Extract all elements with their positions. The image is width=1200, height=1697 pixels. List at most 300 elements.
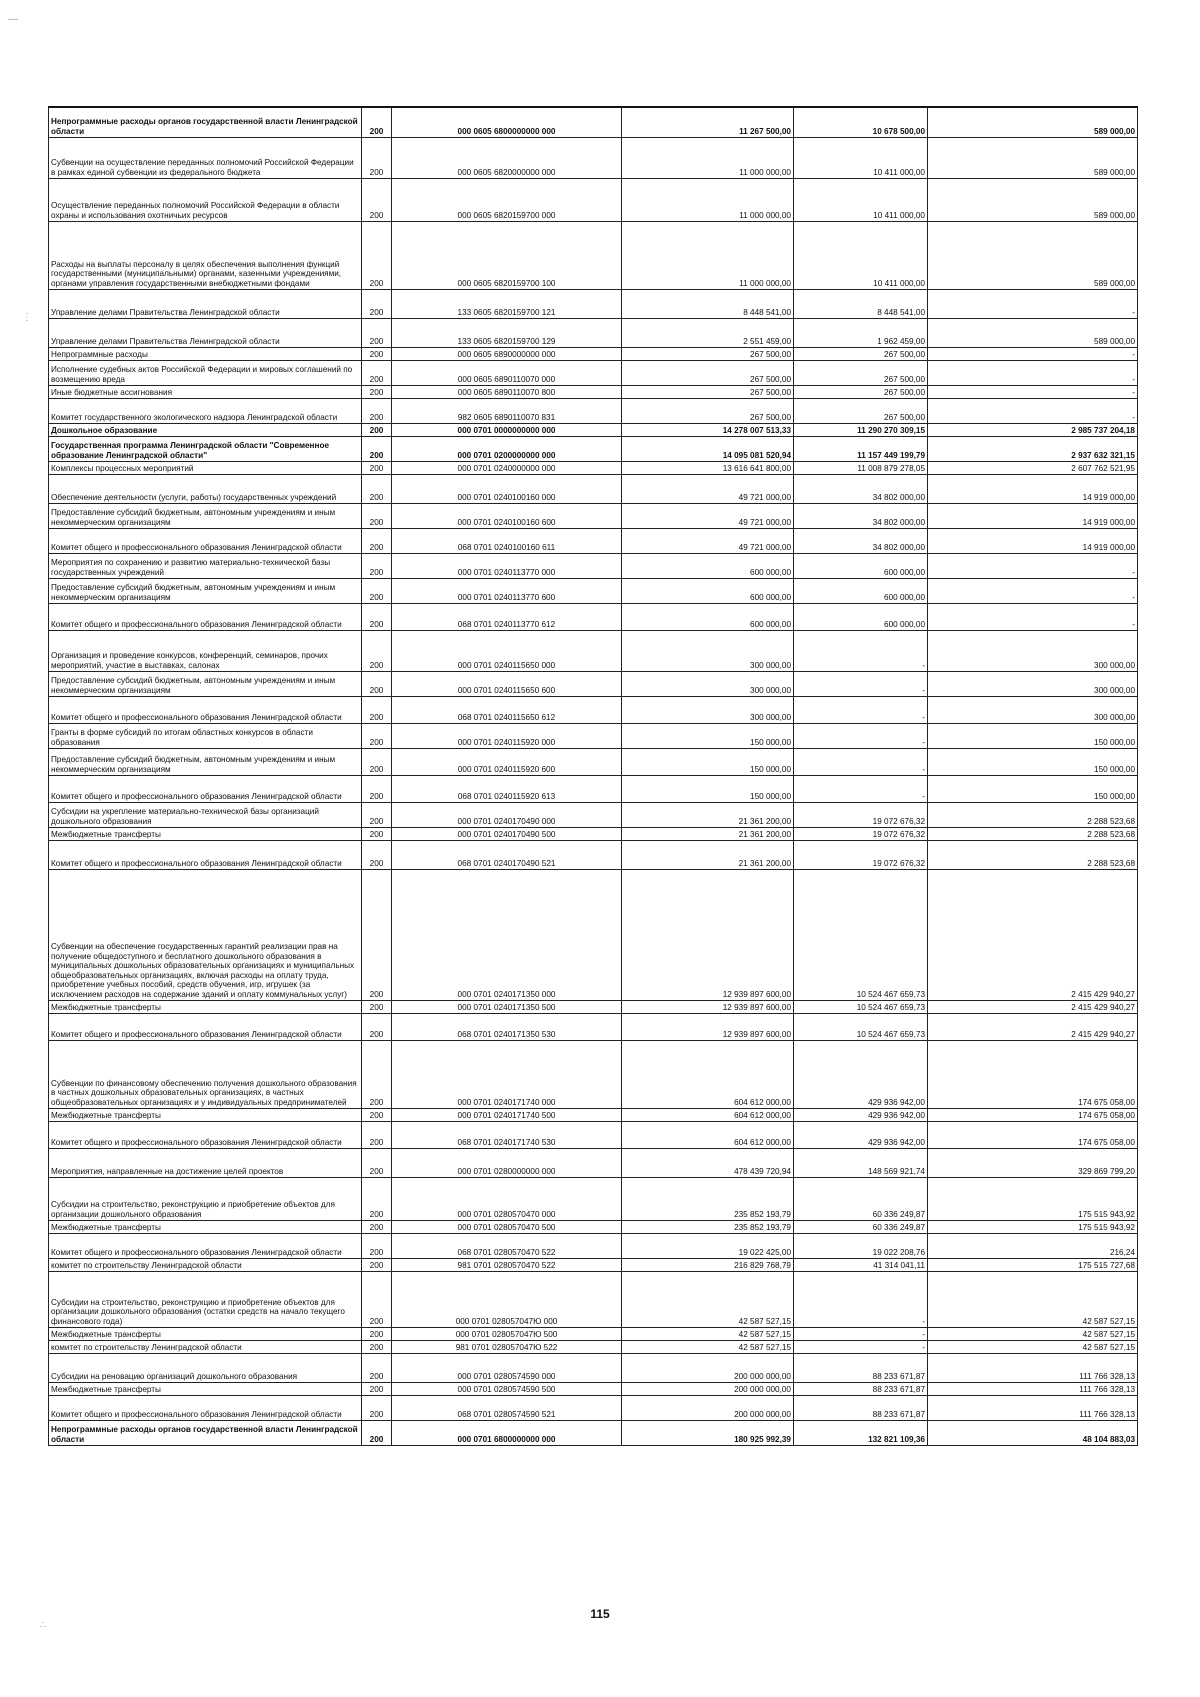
row-name: Исполнение судебных актов Российской Федерации и мировых соглашений по возмещению вреда xyxy=(49,360,362,385)
row-remaining: 111 766 328,13 xyxy=(928,1395,1138,1420)
row-approved: 12 939 897 600,00 xyxy=(622,869,794,1000)
row-approved: 42 587 527,15 xyxy=(622,1327,794,1340)
row-name: Управление делами Правительства Ленинградской области xyxy=(49,318,362,347)
row-approved: 150 000,00 xyxy=(622,723,794,748)
row-name: Государственная программа Ленинградской области "Современное образование Ленинградской области" xyxy=(49,436,362,461)
row-approved: 216 829 768,79 xyxy=(622,1258,794,1271)
row-classifier: 068 0701 0240115920 613 xyxy=(392,775,622,802)
row-approved: 300 000,00 xyxy=(622,696,794,723)
row-remaining: - xyxy=(928,347,1138,360)
row-approved: 300 000,00 xyxy=(622,630,794,671)
row-code: 200 xyxy=(362,827,392,840)
row-remaining: 175 515 727,68 xyxy=(928,1258,1138,1271)
row-name: комитет по строительству Ленинградской области xyxy=(49,1340,362,1353)
row-code: 200 xyxy=(362,1177,392,1220)
row-executed: 10 524 467 659,73 xyxy=(794,1013,928,1040)
row-executed: - xyxy=(794,671,928,696)
row-approved: 21 361 200,00 xyxy=(622,827,794,840)
row-remaining: 150 000,00 xyxy=(928,775,1138,802)
row-approved: 150 000,00 xyxy=(622,748,794,775)
row-name: Комитет общего и профессионального образования Ленинградской области xyxy=(49,1121,362,1148)
table-row xyxy=(49,137,1138,178)
table-row xyxy=(49,1420,1138,1445)
table-row xyxy=(49,1220,1138,1233)
table-row xyxy=(49,107,1138,137)
row-approved: 12 939 897 600,00 xyxy=(622,1013,794,1040)
row-remaining: - xyxy=(928,289,1138,318)
row-classifier: 000 0605 6890110070 800 xyxy=(392,385,622,398)
row-code: 200 xyxy=(362,423,392,436)
row-code: 200 xyxy=(362,1220,392,1233)
row-approved: 14 278 007 513,33 xyxy=(622,423,794,436)
row-name: Комитет государственного экологического надзора Ленинградской области xyxy=(49,398,362,423)
row-code: 200 xyxy=(362,1327,392,1340)
row-executed: 10 524 467 659,73 xyxy=(794,869,928,1000)
row-approved: 300 000,00 xyxy=(622,671,794,696)
row-code: 200 xyxy=(362,221,392,289)
table-row xyxy=(49,1258,1138,1271)
row-approved: 267 500,00 xyxy=(622,385,794,398)
row-classifier: 000 0701 0240000000 000 xyxy=(392,461,622,474)
row-code: 200 xyxy=(362,528,392,553)
row-approved: 49 721 000,00 xyxy=(622,503,794,528)
row-remaining: 174 675 058,00 xyxy=(928,1121,1138,1148)
table-row xyxy=(49,869,1138,1000)
table-row xyxy=(49,553,1138,578)
row-executed: - xyxy=(794,1327,928,1340)
row-approved: 2 551 459,00 xyxy=(622,318,794,347)
row-approved: 267 500,00 xyxy=(622,360,794,385)
row-remaining: 216,24 xyxy=(928,1233,1138,1258)
row-name: Непрограммные расходы xyxy=(49,347,362,360)
row-code: 200 xyxy=(362,1271,392,1327)
row-approved: 478 439 720,94 xyxy=(622,1148,794,1177)
row-approved: 150 000,00 xyxy=(622,775,794,802)
row-name: Предоставление субсидий бюджетным, автономным учреждениям и иным некоммерческим организациям xyxy=(49,748,362,775)
row-executed: 148 569 921,74 xyxy=(794,1148,928,1177)
row-remaining: 589 000,00 xyxy=(928,107,1138,137)
row-remaining: - xyxy=(928,360,1138,385)
row-classifier: 000 0701 0240115650 000 xyxy=(392,630,622,671)
row-classifier: 000 0701 0280000000 000 xyxy=(392,1148,622,1177)
row-remaining: 42 587 527,15 xyxy=(928,1327,1138,1340)
row-classifier: 000 0701 0240171350 500 xyxy=(392,1000,622,1013)
row-classifier: 068 0701 0240100160 611 xyxy=(392,528,622,553)
table-row xyxy=(49,436,1138,461)
row-approved: 200 000 000,00 xyxy=(622,1382,794,1395)
table-row xyxy=(49,318,1138,347)
table-row xyxy=(49,178,1138,221)
table-row xyxy=(49,385,1138,398)
row-name: Комитет общего и профессионального образования Ленинградской области xyxy=(49,775,362,802)
row-name: Комитет общего и профессионального образования Ленинградской области xyxy=(49,1395,362,1420)
row-remaining: 174 675 058,00 xyxy=(928,1108,1138,1121)
table-row xyxy=(49,528,1138,553)
row-approved: 600 000,00 xyxy=(622,603,794,630)
row-name: Субсидии на строительство, реконструкцию и приобретение объектов для организации дошкольного образования (остатки средств на начало текущего финансового года) xyxy=(49,1271,362,1327)
row-executed: 600 000,00 xyxy=(794,553,928,578)
table-row xyxy=(49,423,1138,436)
row-name: Непрограммные расходы органов государственной власти Ленинградской области xyxy=(49,107,362,137)
row-executed: 10 411 000,00 xyxy=(794,221,928,289)
row-remaining: - xyxy=(928,553,1138,578)
row-executed: 10 678 500,00 xyxy=(794,107,928,137)
row-classifier: 000 0701 0240113770 000 xyxy=(392,553,622,578)
row-name: Предоставление субсидий бюджетным, автономным учреждениям и иным некоммерческим организациям xyxy=(49,503,362,528)
row-executed: 1 962 459,00 xyxy=(794,318,928,347)
row-approved: 19 022 425,00 xyxy=(622,1233,794,1258)
row-approved: 11 000 000,00 xyxy=(622,221,794,289)
row-executed: 34 802 000,00 xyxy=(794,503,928,528)
row-executed: 60 336 249,87 xyxy=(794,1220,928,1233)
row-name: Межбюджетные трансферты xyxy=(49,1108,362,1121)
row-classifier: 068 0701 0280574590 521 xyxy=(392,1395,622,1420)
row-classifier: 068 0701 0240171350 530 xyxy=(392,1013,622,1040)
row-remaining: 2 607 762 521,95 xyxy=(928,461,1138,474)
table-row xyxy=(49,1340,1138,1353)
row-code: 200 xyxy=(362,474,392,503)
row-code: 200 xyxy=(362,1340,392,1353)
row-executed: 132 821 109,36 xyxy=(794,1420,928,1445)
table-row xyxy=(49,461,1138,474)
row-classifier: 000 0701 0240170490 000 xyxy=(392,802,622,827)
row-approved: 49 721 000,00 xyxy=(622,528,794,553)
row-executed: - xyxy=(794,630,928,671)
row-approved: 200 000 000,00 xyxy=(622,1395,794,1420)
row-remaining: 150 000,00 xyxy=(928,723,1138,748)
row-code: 200 xyxy=(362,398,392,423)
row-classifier: 000 0701 0240100160 600 xyxy=(392,503,622,528)
row-remaining: 48 104 883,03 xyxy=(928,1420,1138,1445)
row-classifier: 000 0701 0240170490 500 xyxy=(392,827,622,840)
row-name: Непрограммные расходы органов государственной власти Ленинградской области xyxy=(49,1420,362,1445)
row-approved: 11 000 000,00 xyxy=(622,137,794,178)
row-remaining: 42 587 527,15 xyxy=(928,1340,1138,1353)
row-classifier: 000 0701 028057047Ю 000 xyxy=(392,1271,622,1327)
row-approved: 12 939 897 600,00 xyxy=(622,1000,794,1013)
row-executed: 60 336 249,87 xyxy=(794,1177,928,1220)
row-code: 200 xyxy=(362,503,392,528)
row-executed: 19 072 676,32 xyxy=(794,827,928,840)
row-remaining: 14 919 000,00 xyxy=(928,528,1138,553)
row-remaining: 2 415 429 940,27 xyxy=(928,1013,1138,1040)
row-code: 200 xyxy=(362,578,392,603)
row-approved: 235 852 193,79 xyxy=(622,1177,794,1220)
row-code: 200 xyxy=(362,178,392,221)
row-classifier: 981 0701 028057047Ю 522 xyxy=(392,1340,622,1353)
row-name: Дошкольное образование xyxy=(49,423,362,436)
row-name: Мероприятия, направленные на достижение целей проектов xyxy=(49,1148,362,1177)
row-classifier: 000 0701 0240115920 600 xyxy=(392,748,622,775)
row-executed: 8 448 541,00 xyxy=(794,289,928,318)
row-name: Межбюджетные трансферты xyxy=(49,1220,362,1233)
table-row xyxy=(49,671,1138,696)
scan-mark: ⋮ xyxy=(22,312,32,323)
row-executed: 267 500,00 xyxy=(794,347,928,360)
row-code: 200 xyxy=(362,603,392,630)
row-name: Межбюджетные трансферты xyxy=(49,1382,362,1395)
row-classifier: 133 0605 6820159700 129 xyxy=(392,318,622,347)
row-approved: 42 587 527,15 xyxy=(622,1340,794,1353)
row-executed: 10 411 000,00 xyxy=(794,178,928,221)
row-name: Организация и проведение конкурсов, конференций, семинаров, прочих мероприятий, участие в выставках, салонах xyxy=(49,630,362,671)
row-remaining: 589 000,00 xyxy=(928,137,1138,178)
row-name: Предоставление субсидий бюджетным, автономным учреждениям и иным некоммерческим организациям xyxy=(49,578,362,603)
row-code: 200 xyxy=(362,385,392,398)
budget-table-body xyxy=(49,107,1138,1445)
row-name: Управление делами Правительства Ленинградской области xyxy=(49,289,362,318)
row-classifier: 133 0605 6820159700 121 xyxy=(392,289,622,318)
table-row xyxy=(49,1121,1138,1148)
row-executed: 34 802 000,00 xyxy=(794,474,928,503)
row-name: Иные бюджетные ассигнования xyxy=(49,385,362,398)
row-approved: 600 000,00 xyxy=(622,553,794,578)
row-code: 200 xyxy=(362,630,392,671)
row-classifier: 068 0701 0240170490 521 xyxy=(392,840,622,869)
table-row xyxy=(49,398,1138,423)
table-row xyxy=(49,1271,1138,1327)
row-executed: 429 936 942,00 xyxy=(794,1108,928,1121)
row-name: Комитет общего и профессионального образования Ленинградской области xyxy=(49,840,362,869)
row-name: Комплексы процессных мероприятий xyxy=(49,461,362,474)
row-executed: 10 411 000,00 xyxy=(794,137,928,178)
row-remaining: 2 288 523,68 xyxy=(928,802,1138,827)
row-code: 200 xyxy=(362,1121,392,1148)
row-executed: 429 936 942,00 xyxy=(794,1121,928,1148)
row-approved: 21 361 200,00 xyxy=(622,840,794,869)
row-code: 200 xyxy=(362,1353,392,1382)
row-code: 200 xyxy=(362,360,392,385)
row-classifier: 000 0605 6890000000 000 xyxy=(392,347,622,360)
row-code: 200 xyxy=(362,1258,392,1271)
row-approved: 235 852 193,79 xyxy=(622,1220,794,1233)
row-remaining: 14 919 000,00 xyxy=(928,474,1138,503)
row-code: 200 xyxy=(362,107,392,137)
row-executed: 88 233 671,87 xyxy=(794,1382,928,1395)
row-code: 200 xyxy=(362,289,392,318)
row-executed: 267 500,00 xyxy=(794,360,928,385)
row-remaining: 300 000,00 xyxy=(928,671,1138,696)
row-remaining: 175 515 943,92 xyxy=(928,1177,1138,1220)
table-row xyxy=(49,630,1138,671)
page-number: 115 xyxy=(590,1607,610,1621)
row-name: Мероприятия по сохранению и развитию материально-технической базы государственных учреждений xyxy=(49,553,362,578)
row-executed: 11 157 449 199,79 xyxy=(794,436,928,461)
table-row xyxy=(49,603,1138,630)
table-row xyxy=(49,1040,1138,1108)
row-classifier: 000 0701 0240113770 600 xyxy=(392,578,622,603)
row-code: 200 xyxy=(362,723,392,748)
row-code: 200 xyxy=(362,436,392,461)
row-executed: 19 072 676,32 xyxy=(794,802,928,827)
row-executed: 11 290 270 309,15 xyxy=(794,423,928,436)
row-code: 200 xyxy=(362,802,392,827)
row-code: 200 xyxy=(362,869,392,1000)
table-row xyxy=(49,1353,1138,1382)
row-approved: 42 587 527,15 xyxy=(622,1271,794,1327)
row-executed: 34 802 000,00 xyxy=(794,528,928,553)
row-approved: 600 000,00 xyxy=(622,578,794,603)
row-classifier: 000 0701 6800000000 000 xyxy=(392,1420,622,1445)
row-remaining: - xyxy=(928,398,1138,423)
row-classifier: 068 0701 0280570470 522 xyxy=(392,1233,622,1258)
row-remaining: 175 515 943,92 xyxy=(928,1220,1138,1233)
row-code: 200 xyxy=(362,1148,392,1177)
row-classifier: 000 0701 0240115650 600 xyxy=(392,671,622,696)
table-row xyxy=(49,840,1138,869)
row-classifier: 000 0605 6800000000 000 xyxy=(392,107,622,137)
row-remaining: 111 766 328,13 xyxy=(928,1382,1138,1395)
table-row xyxy=(49,1000,1138,1013)
row-name: Комитет общего и профессионального образования Ленинградской области xyxy=(49,1233,362,1258)
row-code: 200 xyxy=(362,671,392,696)
row-code: 200 xyxy=(362,1382,392,1395)
scan-mark: ∴ xyxy=(40,1620,47,1631)
row-classifier: 068 0701 0240113770 612 xyxy=(392,603,622,630)
table-row xyxy=(49,221,1138,289)
table-row xyxy=(49,360,1138,385)
table-row xyxy=(49,1013,1138,1040)
row-remaining: 14 919 000,00 xyxy=(928,503,1138,528)
row-code: 200 xyxy=(362,137,392,178)
row-executed: 19 022 208,76 xyxy=(794,1233,928,1258)
row-code: 200 xyxy=(362,1233,392,1258)
table-row xyxy=(49,775,1138,802)
row-classifier: 000 0701 0280570470 000 xyxy=(392,1177,622,1220)
row-remaining: 2 985 737 204,18 xyxy=(928,423,1138,436)
row-approved: 11 000 000,00 xyxy=(622,178,794,221)
row-executed: 88 233 671,87 xyxy=(794,1395,928,1420)
row-classifier: 981 0701 0280570470 522 xyxy=(392,1258,622,1271)
row-name: Комитет общего и профессионального образования Ленинградской области xyxy=(49,696,362,723)
table-row xyxy=(49,1327,1138,1340)
row-approved: 11 267 500,00 xyxy=(622,107,794,137)
row-executed: 600 000,00 xyxy=(794,603,928,630)
row-approved: 14 095 081 520,94 xyxy=(622,436,794,461)
row-name: комитет по строительству Ленинградской области xyxy=(49,1258,362,1271)
row-code: 200 xyxy=(362,1000,392,1013)
scan-mark: — xyxy=(8,14,18,25)
row-name: Обеспечение деятельности (услуги, работы) государственных учреждений xyxy=(49,474,362,503)
table-row xyxy=(49,474,1138,503)
row-executed: - xyxy=(794,1340,928,1353)
row-executed: 19 072 676,32 xyxy=(794,840,928,869)
row-remaining: 589 000,00 xyxy=(928,318,1138,347)
row-remaining: 2 415 429 940,27 xyxy=(928,1000,1138,1013)
row-name: Межбюджетные трансферты xyxy=(49,827,362,840)
row-classifier: 000 0701 028057047Ю 500 xyxy=(392,1327,622,1340)
row-approved: 267 500,00 xyxy=(622,347,794,360)
row-executed: 267 500,00 xyxy=(794,385,928,398)
row-name: Комитет общего и профессионального образования Ленинградской области xyxy=(49,1013,362,1040)
row-classifier: 000 0605 6820159700 100 xyxy=(392,221,622,289)
row-name: Субсидии на строительство, реконструкцию и приобретение объектов для организации дошкольного образования xyxy=(49,1177,362,1220)
row-classifier: 000 0701 0240115920 000 xyxy=(392,723,622,748)
row-code: 200 xyxy=(362,318,392,347)
row-executed: 429 936 942,00 xyxy=(794,1040,928,1108)
row-approved: 604 612 000,00 xyxy=(622,1108,794,1121)
row-name: Предоставление субсидий бюджетным, автономным учреждениям и иным некоммерческим организациям xyxy=(49,671,362,696)
row-remaining: 42 587 527,15 xyxy=(928,1271,1138,1327)
row-executed: 267 500,00 xyxy=(794,398,928,423)
row-classifier: 068 0701 0240115650 612 xyxy=(392,696,622,723)
row-remaining: - xyxy=(928,578,1138,603)
table-row xyxy=(49,1108,1138,1121)
row-executed: - xyxy=(794,696,928,723)
table-row xyxy=(49,1233,1138,1258)
table-row xyxy=(49,1148,1138,1177)
row-classifier: 000 0701 0240171350 000 xyxy=(392,869,622,1000)
row-code: 200 xyxy=(362,775,392,802)
row-classifier: 000 0701 0240171740 500 xyxy=(392,1108,622,1121)
row-approved: 200 000 000,00 xyxy=(622,1353,794,1382)
row-approved: 604 612 000,00 xyxy=(622,1121,794,1148)
row-remaining: 2 288 523,68 xyxy=(928,840,1138,869)
row-remaining: 174 675 058,00 xyxy=(928,1040,1138,1108)
row-code: 200 xyxy=(362,347,392,360)
table-row xyxy=(49,503,1138,528)
row-code: 200 xyxy=(362,461,392,474)
row-executed: 10 524 467 659,73 xyxy=(794,1000,928,1013)
row-remaining: 589 000,00 xyxy=(928,178,1138,221)
row-approved: 13 616 641 800,00 xyxy=(622,461,794,474)
row-executed: - xyxy=(794,748,928,775)
row-remaining: 589 000,00 xyxy=(928,221,1138,289)
table-row xyxy=(49,347,1138,360)
row-approved: 49 721 000,00 xyxy=(622,474,794,503)
row-name: Гранты в форме субсидий по итогам областных конкурсов в области образования xyxy=(49,723,362,748)
table-row xyxy=(49,1395,1138,1420)
table-row xyxy=(49,289,1138,318)
row-name: Субсидии на реновацию организаций дошкольного образования xyxy=(49,1353,362,1382)
row-code: 200 xyxy=(362,1108,392,1121)
row-remaining: 2 288 523,68 xyxy=(928,827,1138,840)
table-row xyxy=(49,748,1138,775)
table-row xyxy=(49,578,1138,603)
row-classifier: 000 0701 0240100160 000 xyxy=(392,474,622,503)
row-classifier: 000 0701 0280574590 000 xyxy=(392,1353,622,1382)
table-row xyxy=(49,696,1138,723)
row-name: Субвенции по финансовому обеспечению получения дошкольного образования в частных дошкольных образовательных организациях, в частных общеобразовательных организациях и у индивидуальных предпринимателей xyxy=(49,1040,362,1108)
row-approved: 8 448 541,00 xyxy=(622,289,794,318)
row-classifier: 068 0701 0240171740 530 xyxy=(392,1121,622,1148)
row-name: Межбюджетные трансферты xyxy=(49,1327,362,1340)
row-name: Комитет общего и профессионального образования Ленинградской области xyxy=(49,603,362,630)
row-name: Осуществление переданных полномочий Российской Федерации в области охраны и использования охотничьих ресурсов xyxy=(49,178,362,221)
row-name: Комитет общего и профессионального образования Ленинградской области xyxy=(49,528,362,553)
row-remaining: 300 000,00 xyxy=(928,630,1138,671)
row-classifier: 000 0701 0280574590 500 xyxy=(392,1382,622,1395)
row-code: 200 xyxy=(362,696,392,723)
table-row xyxy=(49,827,1138,840)
row-code: 200 xyxy=(362,553,392,578)
row-approved: 180 925 992,39 xyxy=(622,1420,794,1445)
row-classifier: 000 0605 6820000000 000 xyxy=(392,137,622,178)
row-name: Расходы на выплаты персоналу в целях обеспечения выполнения функций государственными (муниципальными) органами, казенными учреждениями, органами управления государственными внебюджетными фондами xyxy=(49,221,362,289)
row-approved: 21 361 200,00 xyxy=(622,802,794,827)
row-name: Субвенции на обеспечение государственных гарантий реализации прав на получение общедоступного и бесплатного дошкольного образования в муниципальных дошкольных образовательных организациях и муниципальных общеобразовательных организациях, включая расходы на оплату труда, приобретение учебных пособий, средств обучения, игр, игрушек (за исключением расходов на содержание зданий и оплату коммунальных услуг) xyxy=(49,869,362,1000)
budget-table xyxy=(48,106,1138,1446)
table-row xyxy=(49,1382,1138,1395)
row-remaining: 329 869 799,20 xyxy=(928,1148,1138,1177)
row-name: Субвенции на осуществление переданных полномочий Российской Федерации в рамках единой субвенции из федерального бюджета xyxy=(49,137,362,178)
row-remaining: 2 937 632 321,15 xyxy=(928,436,1138,461)
row-executed: 88 233 671,87 xyxy=(794,1353,928,1382)
table-row xyxy=(49,1177,1138,1220)
row-classifier: 000 0701 0280570470 500 xyxy=(392,1220,622,1233)
row-remaining: 150 000,00 xyxy=(928,748,1138,775)
row-code: 200 xyxy=(362,840,392,869)
